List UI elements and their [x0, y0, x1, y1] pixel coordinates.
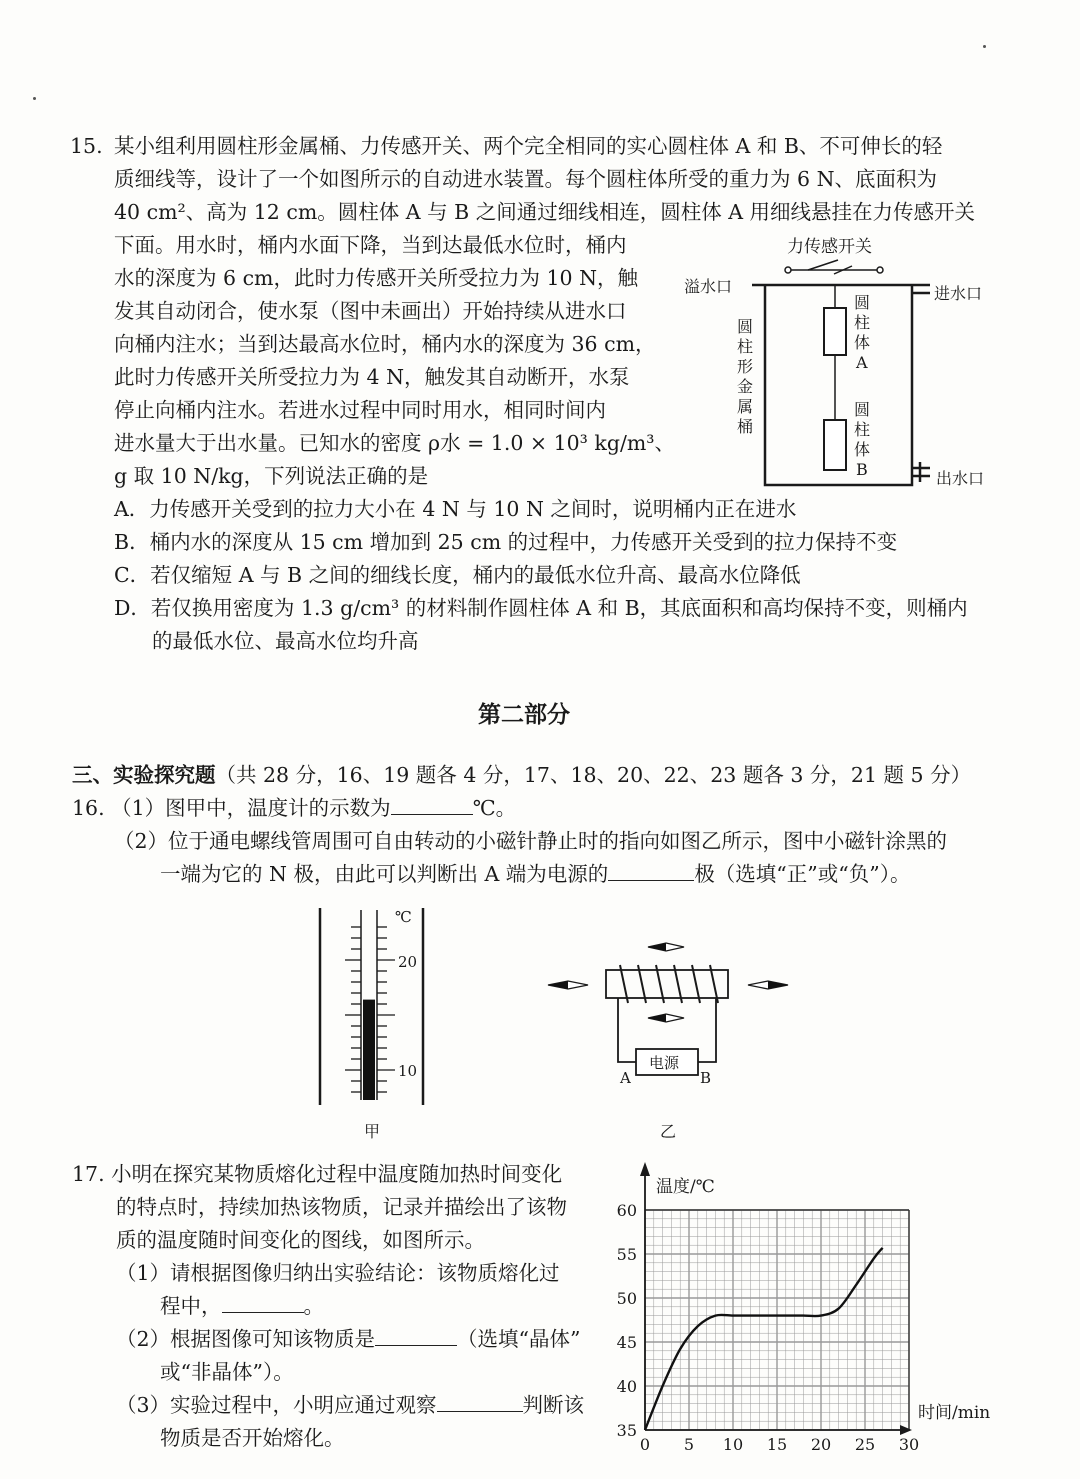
- thermometer-unit: ℃: [395, 908, 412, 926]
- temperature-curve: [645, 1248, 883, 1430]
- thermometer-figure: [305, 900, 445, 1145]
- answer-blank[interactable]: [437, 1391, 523, 1412]
- q17-part3-line2: 物质是否开始熔化。: [160, 1426, 345, 1450]
- svg-text:柱: 柱: [854, 313, 871, 332]
- x-tick-label: 15: [766, 1435, 788, 1454]
- figure-caption-yi: 乙: [660, 1122, 677, 1141]
- y-tick-label: 45: [616, 1333, 637, 1352]
- q16-part1-unit: ℃。: [472, 796, 517, 820]
- option-a: A．力传感开关受到的拉力大小在 4 N 与 10 N 之间时，说明桶内正在进水: [114, 497, 797, 521]
- wire-a: [618, 998, 636, 1062]
- figure-caption-jia: 甲: [364, 1122, 381, 1141]
- svg-text:桶: 桶: [737, 417, 754, 436]
- svg-text:金: 金: [737, 377, 754, 396]
- svg-text:属: 属: [737, 397, 754, 416]
- section-note: （共 28 分，16、19 题各 4 分，17、18、20、22、23 题各 3 分，21 题 5 分）: [215, 763, 972, 787]
- q16-part2-text: 一端为它的 N 极，由此可以判断出 A 端为电源的: [160, 862, 609, 886]
- answer-blank[interactable]: [375, 1325, 457, 1346]
- answer-blank[interactable]: [391, 794, 473, 815]
- q17-part1-line2: [160, 1291, 324, 1321]
- scan-speck: [983, 45, 986, 48]
- svg-text:体: 体: [854, 333, 871, 352]
- cylinder-b-label: [854, 400, 870, 479]
- cylinder-a: [824, 308, 846, 355]
- answer-blank[interactable]: [222, 1292, 304, 1313]
- terminal-b-label: B: [700, 1069, 712, 1087]
- cylinder-b: [824, 420, 846, 470]
- answer-blank[interactable]: [608, 860, 694, 881]
- q15-line: g 取 10 N/kg，下列说法正确的是: [114, 464, 429, 488]
- svg-text:形: 形: [737, 357, 754, 376]
- q16-part2-line1: （2）位于通电螺线管周围可自由转动的小磁针静止时的指向如图乙所示，图中小磁针涂黑的: [114, 829, 948, 853]
- x-tick-labels: [640, 1435, 919, 1454]
- cylinder-a-label: [854, 293, 870, 372]
- q17-part2-tail: （选填“晶体”: [457, 1327, 581, 1351]
- inlet-label: 进水口: [934, 284, 983, 303]
- q15-line: 质细线等，设计了一个如图所示的自动进水装置。每个圆柱体所受的重力为 6 N、底面积为: [114, 167, 938, 191]
- option-b: B．桶内水的深度从 15 cm 增加到 25 cm 的过程中，力传感开关受到的拉力保持不变: [114, 530, 898, 554]
- switch-terminal: [785, 267, 791, 273]
- q15-line: 40 cm²、高为 12 cm。圆柱体 A 与 B 之间通过细线相连，圆柱体 A 用细线悬挂在力传感开关: [114, 200, 976, 224]
- switch-label: 力传感开关: [787, 237, 872, 257]
- solenoid-figure: [540, 935, 800, 1145]
- q16-part2-tail: 极（选填“正”或“负”）。: [694, 862, 911, 886]
- y-tick-label: 50: [616, 1289, 637, 1308]
- svg-text:A: A: [856, 353, 868, 372]
- terminal-a-label: A: [620, 1069, 631, 1087]
- question-number: 17.: [72, 1162, 105, 1186]
- x-tick-label: 10: [722, 1435, 744, 1454]
- overflow-label: 溢水口: [684, 277, 733, 296]
- q17-part2-line1: [116, 1324, 581, 1354]
- water-device-diagram: [680, 230, 1000, 500]
- x-tick-label: 0: [639, 1435, 651, 1454]
- q15-line: 此时力传感开关所受拉力为 4 N，触发其自动断开，水泵: [114, 365, 630, 389]
- q17-part2-line2: 或“非晶体”）。: [160, 1360, 294, 1384]
- option-c: C．若仅缩短 A 与 B 之间的细线长度，桶内的最低水位升高、最高水位降低: [114, 563, 801, 587]
- y-tick-labels: [617, 1201, 637, 1440]
- option-d-continued: 的最低水位、最高水位均升高: [152, 629, 419, 653]
- q15-line: 某小组利用圆柱形金属桶、力传感开关、两个完全相同的实心圆柱体 A 和 B、不可伸长的轻: [114, 134, 943, 158]
- x-tick-label: 20: [810, 1435, 832, 1454]
- power-label: 电源: [649, 1054, 680, 1072]
- y-tick-label: 35: [616, 1421, 637, 1440]
- svg-text:圆: 圆: [737, 317, 754, 336]
- question-16-row: [72, 793, 516, 823]
- y-tick-label: 60: [616, 1201, 637, 1220]
- q15-line: 水的深度为 6 cm，此时力传感开关所受拉力为 10 N，触: [114, 266, 639, 290]
- bucket-label: [737, 317, 753, 436]
- x-tick-label: 30: [898, 1435, 920, 1454]
- svg-text:体: 体: [854, 440, 871, 459]
- part-title: 第二部分: [478, 701, 570, 728]
- q17-intro-line: 小明在探究某物质熔化过程中温度随加热时间变化: [111, 1162, 563, 1186]
- q16-part1-text: （1）图甲中，温度计的示数为: [111, 796, 391, 820]
- question-17-row: [72, 1159, 562, 1189]
- outlet-label: 出水口: [936, 469, 985, 488]
- q17-part3-tail: 判断该: [522, 1393, 585, 1417]
- q16-part2-line2: [160, 859, 910, 889]
- question-number: 16.: [72, 796, 105, 820]
- svg-text:柱: 柱: [737, 337, 754, 356]
- q17-part1-text: 程中，: [160, 1294, 222, 1318]
- q15-line: 进水量大于出水量。已知水的密度 ρ水 = 1.0 × 10³ kg/m³、: [114, 431, 676, 455]
- option-d: D．若仅换用密度为 1.3 g/cm³ 的材料制作圆柱体 A 和 B，其底面积和高均保持不变，则桶内: [114, 596, 968, 620]
- y-axis-arrow: [640, 1162, 650, 1176]
- q17-part1-line1: （1）请根据图像归纳出实验结论：该物质熔化过: [116, 1261, 560, 1285]
- q17-intro-line: 质的温度随时间变化的图线，如图所示。: [116, 1228, 485, 1252]
- section-heading-row: [72, 760, 971, 790]
- q17-part3-line1: [116, 1390, 584, 1420]
- x-tick-label: 25: [854, 1435, 876, 1454]
- mercury-column: [363, 1000, 375, 1100]
- chart-grid-major: [645, 1210, 909, 1430]
- q15-line: 向桶内注水；当到达最高水位时，桶内水的深度为 36 cm，: [114, 332, 656, 356]
- q17-part3-text: （3）实验过程中，小明应通过观察: [116, 1393, 437, 1417]
- svg-text:圆: 圆: [854, 293, 871, 312]
- q17-part1-tail: 。: [303, 1294, 324, 1318]
- tick-label-20: 20: [398, 953, 418, 971]
- section-heading: 三、实验探究题: [72, 763, 216, 787]
- question-number: 15.: [70, 134, 103, 158]
- q15-line: 发其自动闭合，使水泵（图中未画出）开始持续从进水口: [114, 299, 627, 323]
- tick-label-10: 10: [398, 1062, 418, 1080]
- svg-text:圆: 圆: [854, 400, 871, 419]
- svg-text:柱: 柱: [854, 420, 871, 439]
- q17-part2-text: （2）根据图像可知该物质是: [116, 1327, 376, 1351]
- x-axis-label: 时间/min: [918, 1403, 991, 1423]
- scan-speck: [33, 97, 36, 100]
- q15-line: 停止向桶内注水。若进水过程中同时用水，相同时间内: [114, 398, 606, 422]
- x-axis-arrow: [900, 1425, 912, 1435]
- y-tick-label: 40: [616, 1377, 637, 1396]
- melting-chart: [600, 1160, 1010, 1460]
- wire-b: [698, 998, 716, 1062]
- q17-intro-line: 的特点时，持续加热该物质，记录并描绘出了该物: [116, 1195, 567, 1219]
- x-tick-label: 5: [683, 1435, 695, 1454]
- switch-terminal: [877, 267, 883, 273]
- q15-line: 下面。用水时，桶内水面下降，当到达最低水位时，桶内: [114, 233, 627, 257]
- y-axis-label: 温度/℃: [656, 1177, 715, 1197]
- svg-text:B: B: [856, 460, 868, 479]
- y-tick-label: 55: [616, 1245, 637, 1264]
